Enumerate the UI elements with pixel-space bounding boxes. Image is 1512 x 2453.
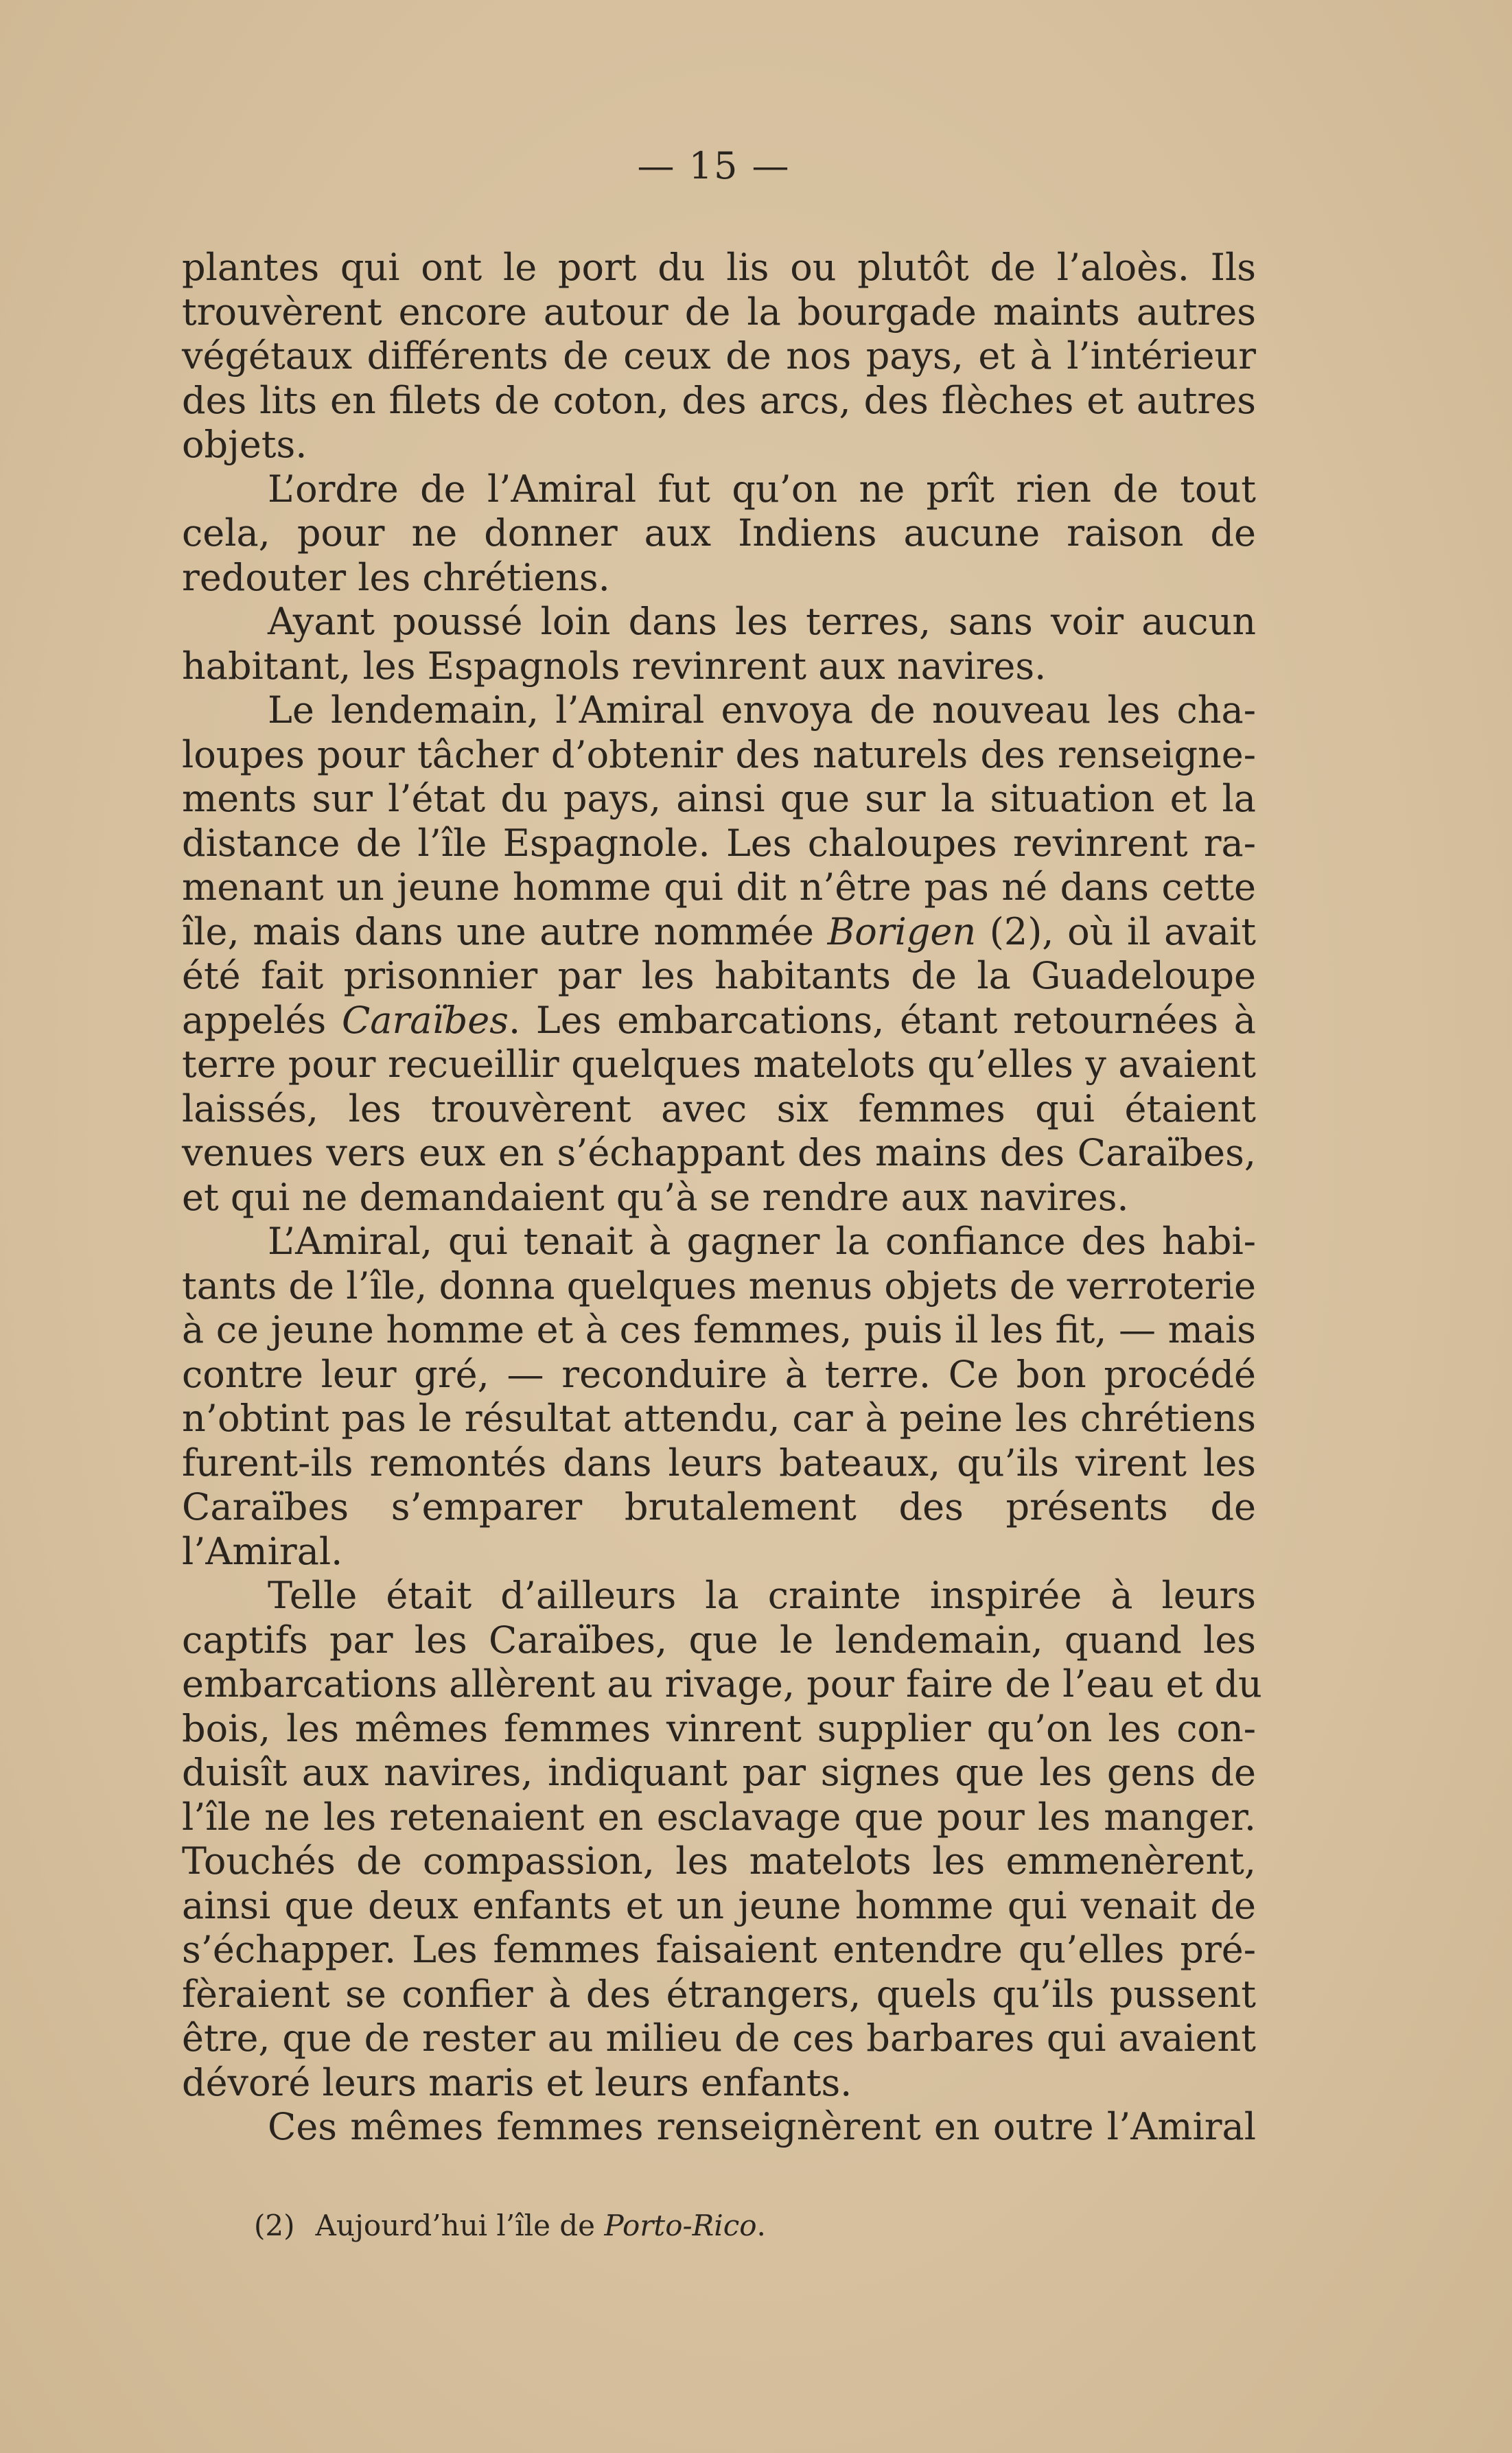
text-line [182, 999, 1256, 1043]
body-text [182, 246, 1262, 2150]
text-line: végétaux différents de ceux de nos pays, et à l’intérieur [182, 334, 1256, 377]
text-line: être, que de rester au milieu de ces barbares qui avaient [182, 2016, 1256, 2060]
text-line: bois, les mêmes femmes vinrent supplier qu’on les con- [182, 1706, 1256, 1750]
text-line: embarcations allèrent au rivage, pour faire de l’eau et du [182, 1662, 1262, 1706]
text-line: Touchés de compassion, les matelots les emmenèrent, [182, 1839, 1256, 1883]
text-line: Ayant poussé loin dans les terres, sans voir aucun [268, 600, 1256, 643]
text-line: n’obtint pas le résultat attendu, car à peine les chrétiens [182, 1397, 1256, 1440]
text-line: furent-ils remontés dans leurs bateaux, qu’ils virent les [182, 1441, 1256, 1485]
page-number: — 15 — [637, 144, 791, 187]
text-line: tants de l’île, donna quelques menus objets de verroterie [182, 1264, 1256, 1307]
text-line: redouter les chrétiens. [182, 555, 610, 599]
text-segment: appelés [182, 998, 342, 1042]
footnote-text-end: . [756, 2209, 766, 2242]
text-line: duisît aux navires, indiquant par signes que les gens de [182, 1751, 1256, 1794]
text-line: menant un jeune homme qui dit n’être pas né dans cette [182, 865, 1256, 909]
footnote-text: Aujourd’hui l’île de [315, 2209, 605, 2242]
text-line: s’échapper. Les femmes faisaient entendre qu’elles pré- [182, 1928, 1256, 1971]
text-line: ments sur l’état du pays, ainsi que sur la situation et la [182, 777, 1256, 820]
text-segment: île, mais dans une autre nommée [182, 909, 828, 953]
text-line: terre pour recueillir quelques matelots qu’elles y avaient [182, 1043, 1256, 1086]
text-line: Le lendemain, l’Amiral envoya de nouveau les cha- [268, 688, 1256, 732]
text-line: objets. [182, 423, 307, 466]
text-line: distance de l’île Espagnole. Les chaloupes revinrent ra- [182, 821, 1256, 865]
text-line: ainsi que deux enfants et un jeune homme qui venait de [182, 1883, 1256, 1927]
text-line: été fait prisonnier par les habitants de la Guadeloupe [182, 954, 1256, 997]
text-line: fèraient se confier à des étrangers, quels qu’ils pussent [182, 1972, 1256, 2016]
text-segment: . Les embarcations, étant retournées à [508, 998, 1256, 1042]
footnote-place-name: Porto-Rico [604, 2209, 757, 2242]
text-line: L’ordre de l’Amiral fut qu’on ne prît rien de tout [268, 467, 1256, 511]
text-line: laissés, les trouvèrent avec six femmes qui étaient [182, 1086, 1256, 1130]
text-line: Ces mêmes femmes renseignèrent en outre l’Amiral [268, 2105, 1256, 2148]
text-line: contre leur gré, — reconduire à terre. Ce bon procédé [182, 1352, 1256, 1396]
text-line: plantes qui ont le port du lis ou plutôt de l’aloès. Ils [182, 246, 1256, 289]
text-line: l’île ne les retenaient en esclavage que pour les manger. [182, 1795, 1256, 1839]
text-line: captifs par les Caraïbes, que le lendemain, quand les [182, 1618, 1256, 1662]
text-line [182, 910, 1256, 955]
text-line: L’Amiral, qui tenait à gagner la confiance des habi- [268, 1220, 1256, 1263]
footnote-ref: (2) [254, 2209, 295, 2242]
text-line: Telle était d’ailleurs la crainte inspirée à leurs [268, 1574, 1256, 1617]
text-line: venues vers eux en s’échappant des mains des Caraïbes, [182, 1131, 1256, 1174]
text-line: loupes pour tâcher d’obtenir des naturels des renseigne- [182, 732, 1256, 776]
text-line: l’Amiral. [182, 1529, 343, 1573]
text-line: cela, pour ne donner aux Indiens aucune raison de [182, 511, 1256, 555]
term-caraibes: Caraïbes [341, 998, 509, 1042]
text-line: des lits en filets de coton, des arcs, des flèches et autres [182, 378, 1256, 422]
text-line: trouvèrent encore autour de la bourgade maints autres [182, 290, 1256, 334]
text-line: et qui ne demandaient qu’à se rendre aux navires. [182, 1175, 1129, 1219]
text-segment: (2), où il avait [976, 909, 1256, 953]
text-line: habitant, les Espagnols revinrent aux navires. [182, 644, 1047, 688]
place-name-borigen: Borigen [827, 909, 977, 953]
text-line: Caraïbes s’emparer brutalement des présents de [182, 1485, 1256, 1528]
text-line: à ce jeune homme et à ces femmes, puis il les fit, — mais [182, 1308, 1256, 1351]
text-line: dévoré leurs maris et leurs enfants. [182, 2060, 852, 2104]
footnote [254, 2209, 766, 2242]
